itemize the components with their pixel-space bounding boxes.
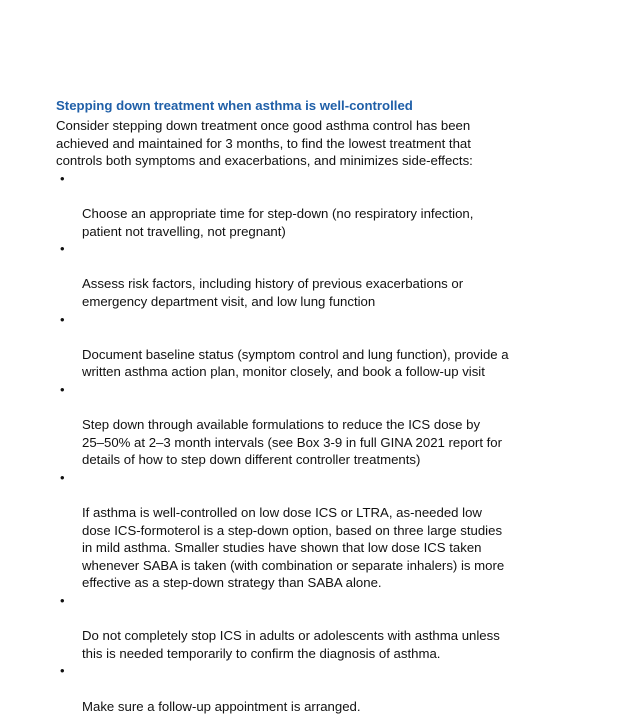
recommendation-list <box>56 170 616 715</box>
bullet-icon: • <box>60 311 65 327</box>
bullet-icon: • <box>60 469 65 485</box>
list-item-text: Do not completely stop ICS in adults or adolescents with asthma unless this is needed temporarily to confirm the diagnosis of asthma. <box>82 628 500 661</box>
list-item <box>56 311 616 381</box>
document-content <box>56 97 616 715</box>
list-item-text: Make sure a follow-up appointment is arranged. <box>82 698 361 714</box>
list-item <box>56 240 616 310</box>
list-item-text: Choose an appropriate time for step-down (no respiratory infection, patient not travelling, not pregnant) <box>82 205 474 239</box>
bullet-icon: • <box>60 170 65 186</box>
list-item-text: Assess risk factors, including history of previous exacerbations or emergency department visit, and low lung function <box>82 276 464 309</box>
bullet-icon: • <box>60 663 65 679</box>
list-item-text: Step down through available formulations to reduce the ICS dose by 25–50% at 2–3 month intervals (see Box 3-9 in full GINA 2021 report for details of how to step down different controller treatments) <box>82 417 503 468</box>
bullet-icon: • <box>60 241 65 257</box>
section-heading: Stepping down treatment when asthma is well-controlled <box>56 98 413 113</box>
bullet-icon: • <box>60 381 65 397</box>
list-item <box>56 592 616 662</box>
list-item <box>56 662 616 715</box>
intro-paragraph: Consider stepping down treatment once good asthma control has been achieved and maintained for 3 months, to find the lowest treatment that controls both symptoms and exacerbations, and minimizes side-effects: <box>56 118 473 169</box>
list-item <box>56 381 616 469</box>
list-item-text: Document baseline status (symptom control and lung function), provide a written asthma action plan, monitor closely, and book a follow-up visit <box>82 346 509 380</box>
bullet-icon: • <box>60 593 65 609</box>
list-item <box>56 170 616 240</box>
list-item-text: If asthma is well-controlled on low dose ICS or LTRA, as-needed low dose ICS-formoterol is a step-down option, based on three large studies in mild asthma. Smaller studies have shown that low dose ICS taken whenever SABA is taken (with combination or separate inhalers) is more effective as a step-down strategy than SABA alone. <box>82 505 505 591</box>
list-item <box>56 469 616 592</box>
